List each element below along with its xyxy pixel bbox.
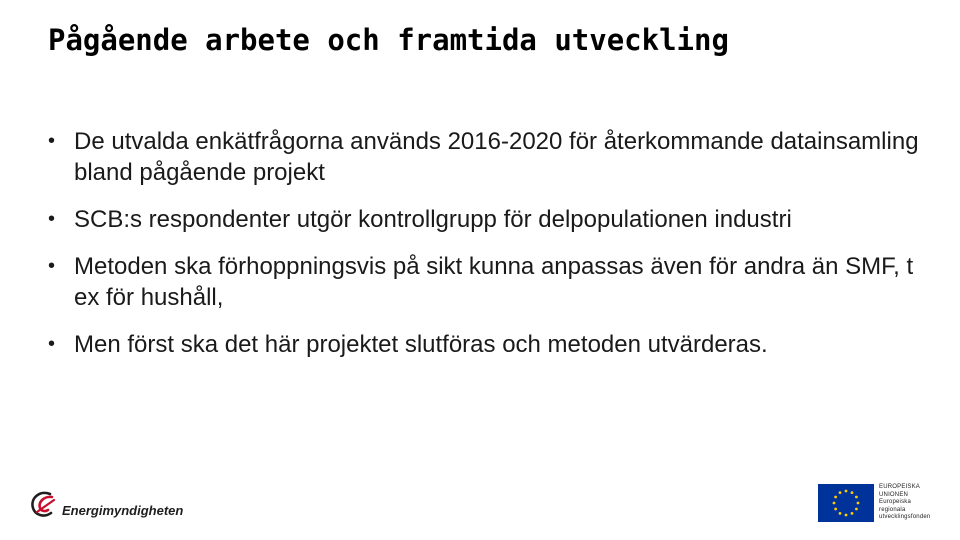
energimyndigheten-logo bbox=[28, 488, 183, 520]
bullet-item bbox=[48, 251, 938, 313]
eu-regional-fund-logo bbox=[818, 484, 930, 522]
eu-logo-line: UNIONEN bbox=[879, 491, 909, 498]
bullet-dot: • bbox=[48, 333, 56, 355]
eu-logo-text bbox=[879, 484, 930, 522]
eu-logo-line: utvecklingsfonden bbox=[879, 514, 931, 520]
bullet-dot: • bbox=[48, 255, 56, 277]
energimyndigheten-swirl-icon bbox=[28, 488, 60, 520]
eu-logo-line: regionala bbox=[879, 506, 906, 513]
bullet-item bbox=[48, 329, 938, 360]
eu-flag-icon bbox=[818, 484, 874, 522]
eu-logo-line: Europeiska bbox=[879, 499, 912, 505]
energimyndigheten-wordmark: Energimyndigheten bbox=[62, 502, 184, 518]
bullet-list bbox=[48, 126, 938, 376]
eu-logo-line: EUROPEISKA bbox=[879, 484, 921, 490]
bullet-text: Men först ska det här projektet slutföras och metoden utvärderas. bbox=[74, 331, 768, 358]
slide-title: Pågående arbete och framtida utveckling bbox=[48, 23, 729, 57]
bullet-item bbox=[48, 204, 938, 235]
bullet-text: Metoden ska förhoppningsvis på sikt kunna anpassas även för andra än SMF, t ex för hushåll, bbox=[74, 253, 914, 311]
bullet-dot: • bbox=[48, 208, 56, 230]
bullet-text: SCB:s respondenter utgör kontrollgrupp för delpopulationen industri bbox=[74, 206, 792, 233]
bullet-dot: • bbox=[48, 130, 56, 152]
bullet-item bbox=[48, 126, 938, 188]
bullet-text: De utvalda enkätfrågorna används 2016-2020 för återkommande datainsamling bland pågående projekt bbox=[74, 128, 919, 186]
